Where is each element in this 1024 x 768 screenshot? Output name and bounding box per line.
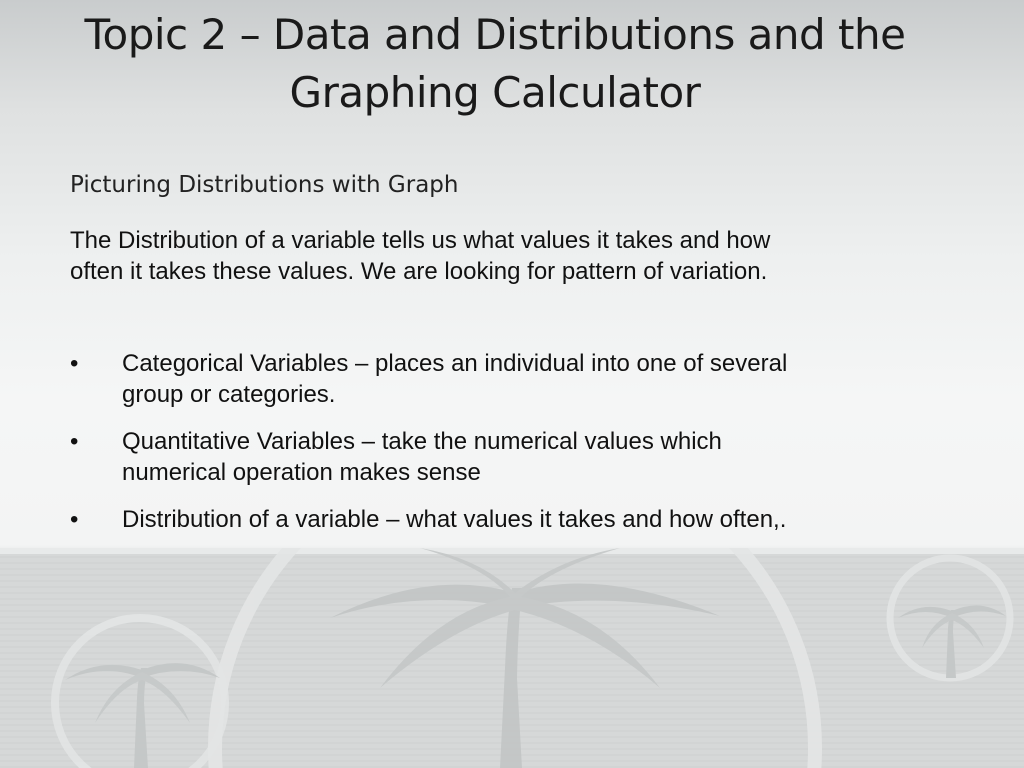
bullet-text-line-2: numerical operation makes sense (122, 459, 481, 486)
subtitle: Picturing Distributions with Graph (70, 172, 459, 198)
title-line-2: Graphing Calculator (289, 68, 701, 117)
bullet-text-line-1: Distribution of a variable – what values it takes and how often,. (122, 506, 787, 533)
bullet-text-line-2: group or categories. (122, 381, 336, 408)
bullet-list (70, 348, 950, 551)
bullet-dot: • (70, 506, 79, 533)
slide-title (0, 6, 990, 122)
bullet-item-distribution (70, 504, 950, 535)
bullet-item-categorical (70, 348, 950, 410)
bullet-text-line-1: Categorical Variables – places an individual into one of several (122, 350, 788, 377)
band-top-edge (0, 548, 1024, 554)
intro-paragraph (70, 225, 950, 287)
bullet-item-quantitative (70, 426, 950, 488)
bullet-dot: • (70, 350, 79, 377)
title-line-1: Topic 2 – Data and Distributions and the (84, 10, 906, 59)
bullet-dot: • (70, 428, 79, 455)
intro-line-1: The Distribution of a variable tells us what values it takes and how (70, 227, 771, 254)
palm-decoration-band (0, 548, 1024, 768)
bullet-text-line-1: Quantitative Variables – take the numerical values which (122, 428, 722, 455)
intro-line-2: often it takes these values. We are looking for pattern of variation. (70, 258, 768, 285)
